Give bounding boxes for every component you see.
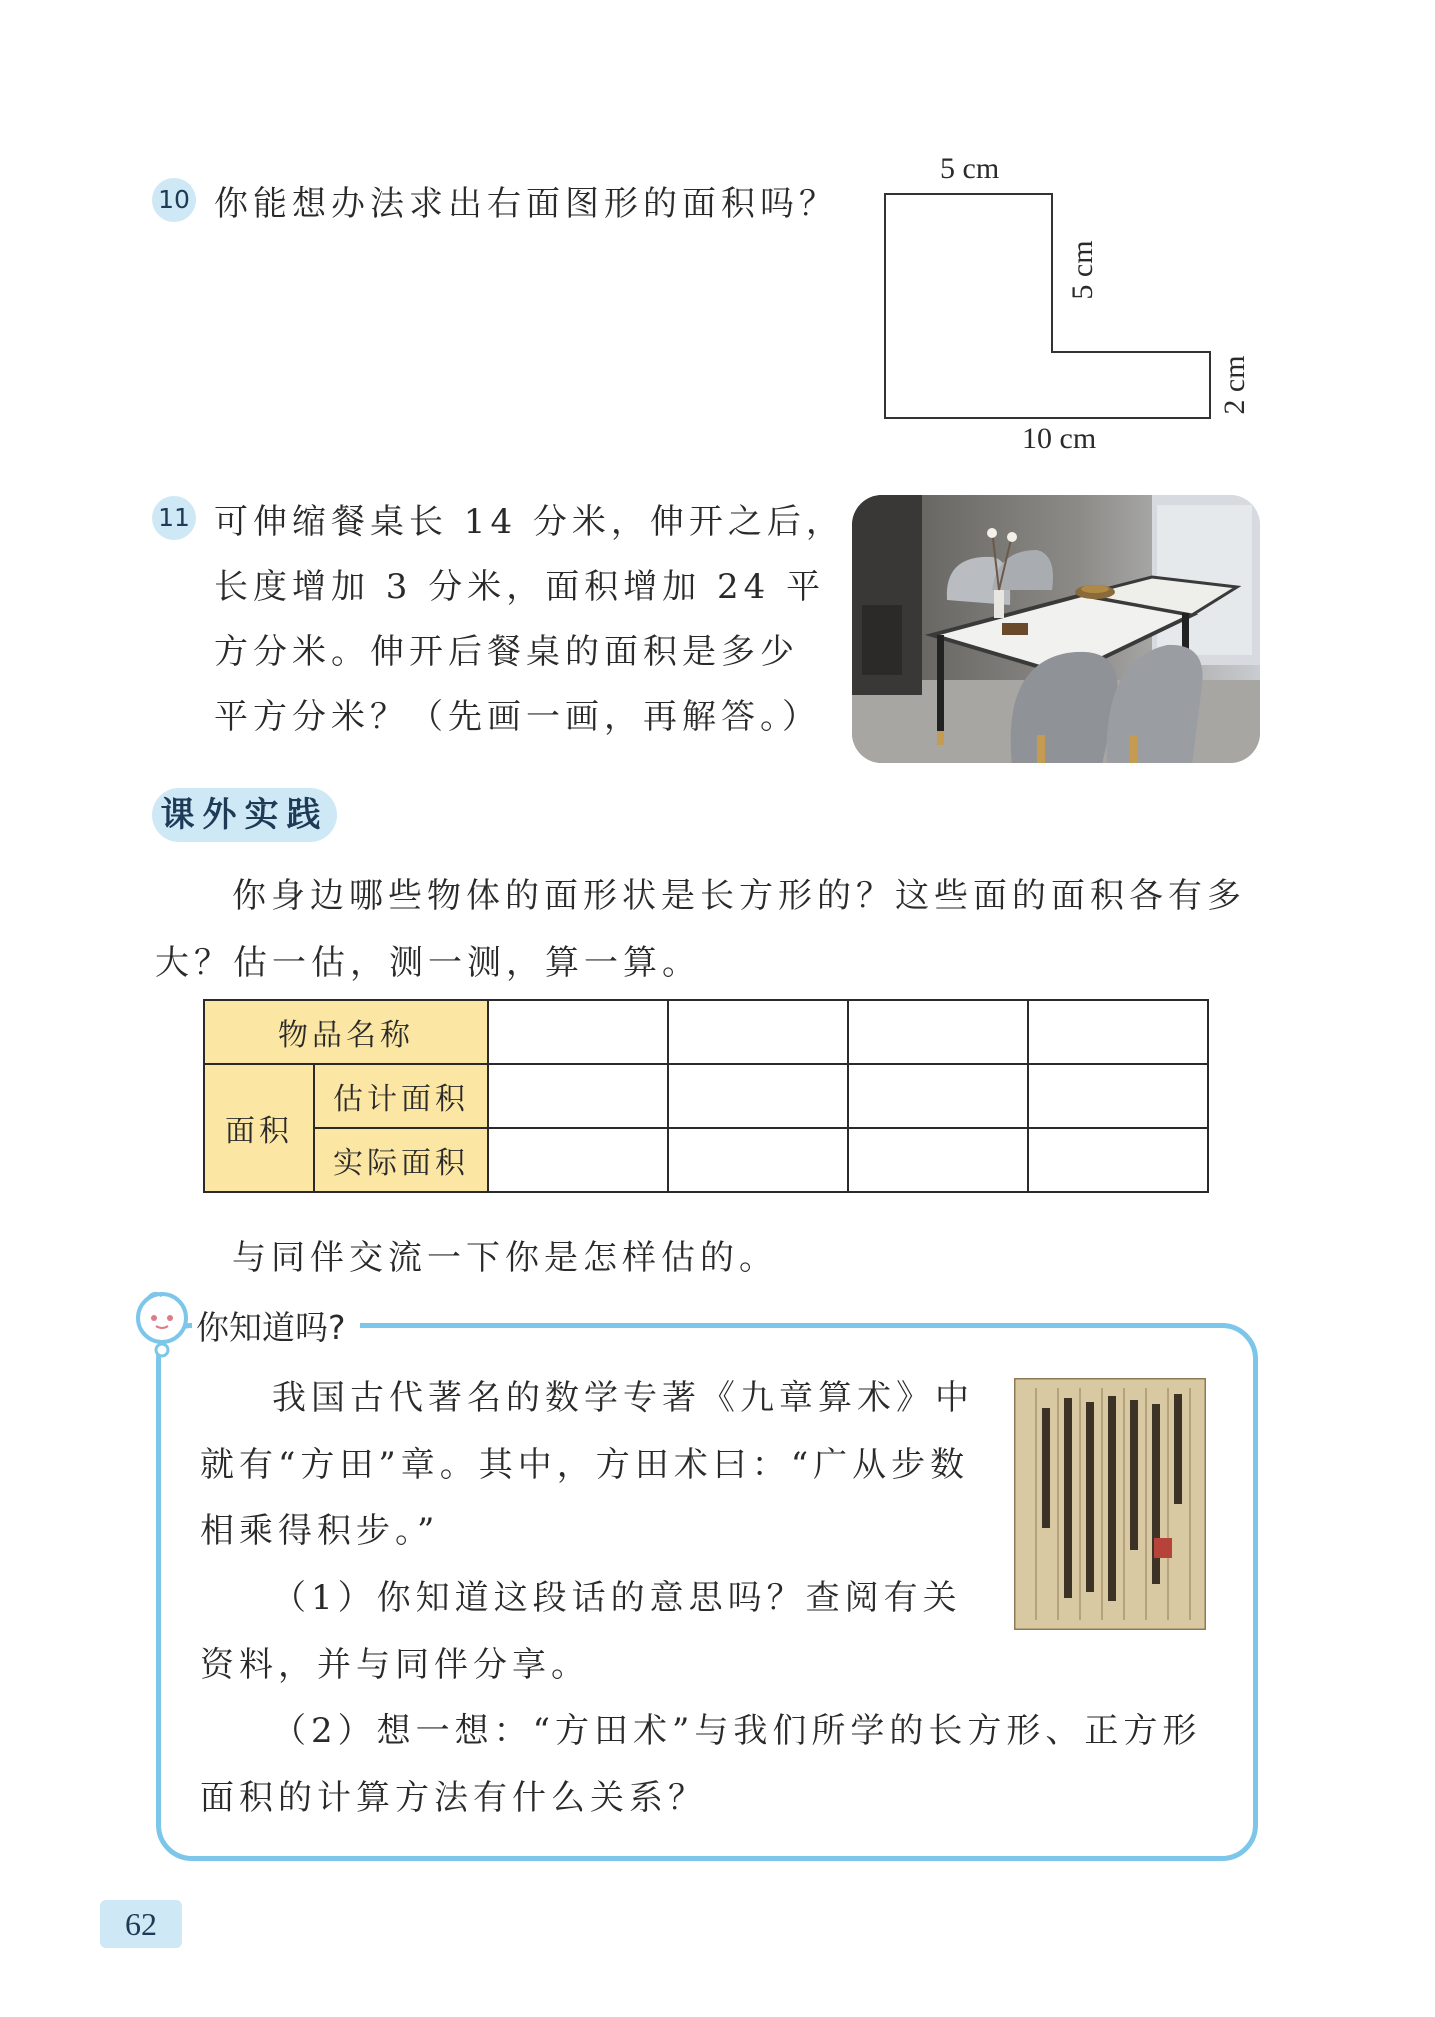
table-cell[interactable]: [848, 1128, 1028, 1192]
table-cell[interactable]: [1028, 1000, 1208, 1064]
table-cell[interactable]: [668, 1128, 848, 1192]
question-10-text: 你能想办法求出右面图形的面积吗？: [214, 184, 838, 224]
dining-table-photo: [852, 495, 1260, 763]
table-cell[interactable]: [488, 1064, 668, 1128]
question-11-line-1: 可伸缩餐桌长 14 分米，伸开之后，: [214, 502, 845, 542]
question-number-11: 11: [152, 496, 196, 540]
table-cell[interactable]: [668, 1000, 848, 1064]
did-you-know-line-5: 资料，并与同伴分享。: [200, 1645, 590, 1685]
dim-inner-vertical-label: 5 cm: [1066, 240, 1099, 300]
did-you-know-line-4: （1）你知道这段话的意思吗？查阅有关: [272, 1578, 962, 1618]
practice-intro-line-1: 你身边哪些物体的面形状是长方形的？这些面的面积各有多: [232, 876, 1246, 916]
area-survey-table: [203, 999, 1209, 1193]
practice-after-text: 与同伴交流一下你是怎样估的。: [232, 1238, 778, 1278]
did-you-know-line-3: 相乘得积步。”: [200, 1511, 440, 1551]
table-cell[interactable]: [1028, 1128, 1208, 1192]
table-cell[interactable]: [1028, 1064, 1208, 1128]
dim-right-label: 2 cm: [1218, 355, 1251, 415]
table-cell[interactable]: [848, 1000, 1028, 1064]
table-header-item-name: 物品名称: [204, 1000, 488, 1064]
question-11-line-3: 方分米。伸开后餐桌的面积是多少: [214, 632, 799, 672]
l-shape-outline: [885, 194, 1210, 418]
table-header-estimated-area: 估计面积: [314, 1064, 488, 1128]
dim-bottom-label: 10 cm: [1022, 422, 1097, 455]
table-cell[interactable]: [668, 1064, 848, 1128]
table-header-actual-area: 实际面积: [314, 1128, 488, 1192]
practice-intro-line-2: 大？估一估，测一测，算一算。: [155, 943, 701, 983]
did-you-know-line-7: 面积的计算方法有什么关系？: [200, 1778, 707, 1818]
table-cell[interactable]: [848, 1064, 1028, 1128]
practice-section-title: 课外实践: [152, 788, 337, 842]
question-number-10: 10: [152, 178, 196, 222]
table-cell[interactable]: [488, 1128, 668, 1192]
dim-top-label: 5 cm: [940, 152, 1000, 185]
did-you-know-line-2: 就有“方田”章。其中，方田术曰：“广从步数: [200, 1445, 970, 1485]
l-shape-figure: [880, 190, 1220, 420]
did-you-know-line-1: 我国古代著名的数学专著《九章算术》中: [272, 1378, 974, 1418]
table-cell[interactable]: [488, 1000, 668, 1064]
ancient-book-photo: [1014, 1378, 1206, 1630]
question-11-line-2: 长度增加 3 分米，面积增加 24 平: [214, 567, 826, 607]
did-you-know-title: 你知道吗?: [192, 1302, 360, 1349]
did-you-know-line-6: （2）想一想：“方田术”与我们所学的长方形、正方形: [272, 1711, 1202, 1751]
page-number: 62: [100, 1900, 182, 1948]
table-header-area: 面积: [204, 1064, 314, 1192]
question-11-line-4: 平方分米？（先画一画，再解答。）: [214, 697, 821, 737]
lightbulb-mascot-icon: [128, 1288, 196, 1358]
